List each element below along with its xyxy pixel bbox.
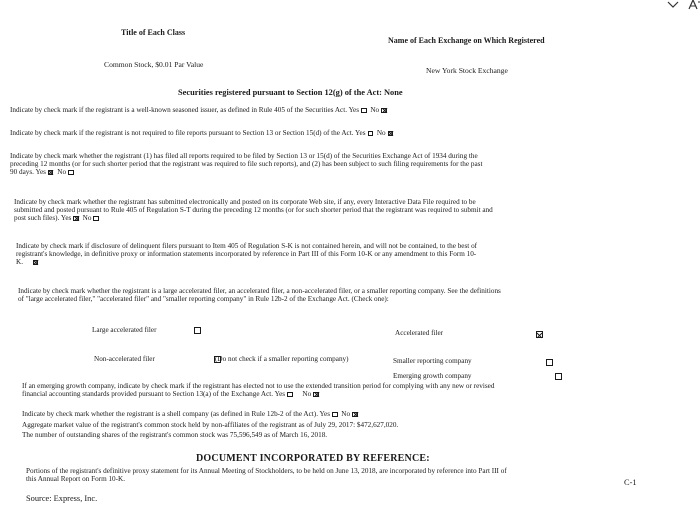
- no-label: No: [302, 390, 312, 398]
- yes-label: Yes: [60, 214, 72, 222]
- shell-no-checkbox[interactable]: [352, 412, 358, 418]
- question-text: financial accounting standards provided pursuant to Section 13(a) of the Exchange Act.: [22, 390, 274, 398]
- interactive-no-checkbox[interactable]: [93, 216, 99, 222]
- question-interactive-line3: [14, 214, 101, 222]
- emerging-growth-company-checkbox[interactable]: [555, 373, 562, 380]
- question-filed-reports-line3: [10, 168, 76, 176]
- doc-incorporated-line1: Portions of the registrant's definitive proxy statement for its Annual Meeting of Stockholders, to be held on June 13, 2018, are incorporated by reference into Part III of: [26, 467, 507, 475]
- chevron-down-icon[interactable]: [668, 2, 678, 7]
- outstanding-shares: The number of outstanding shares of the registrant's common stock was 75,596,549 as of March 16, 2018.: [22, 431, 328, 439]
- large-accelerated-filer-checkbox[interactable]: [194, 327, 201, 334]
- question-text: Indicate by check mark if the registrant is a well-known seasoned issuer, as defined in Rule 405 of the Securities Act.: [10, 106, 348, 114]
- question-delinquent-line1: Indicate by check mark if disclosure of delinquent filers pursuant to Item 405 of Regulation S-K is not contained herein, and will not be contained, to the best of: [16, 242, 478, 250]
- no-label: No: [82, 214, 92, 222]
- accelerated-filer-label: Accelerated filer: [395, 329, 444, 337]
- table-header-title-class: Title of Each Class: [121, 28, 186, 37]
- question-filed-reports-line2: preceding 12 months (or for such shorter period that the registrant was required to file such reports), and (2) has been subject to such filing requirements for the past: [10, 160, 483, 168]
- no-label: No: [370, 106, 380, 114]
- question-text: 90 days.: [10, 168, 34, 176]
- emerging-election-yes-checkbox[interactable]: [287, 392, 293, 398]
- interactive-yes-checkbox[interactable]: [73, 216, 79, 222]
- question-filed-reports-line1: Indicate by check mark whether the registrant (1) has filed all reports required to be filed by Section 13 or 15(d) of the Securities Exchange Act of 1934 during the: [10, 152, 478, 160]
- section-12g-heading: Securities registered pursuant to Section 12(g) of the Act: None: [178, 88, 403, 97]
- accelerated-filer-checkbox[interactable]: [536, 331, 543, 338]
- non-accelerated-note: (Do not check if a smaller reporting company): [215, 355, 349, 363]
- table-header-exchange: Name of Each Exchange on Which Registered: [388, 36, 545, 45]
- question-filer-type-line2: of "large accelerated filer," "accelerated filer" and "smaller reporting company" in Rule 12b-2 of the Exchange Act. (Check one):: [18, 295, 389, 303]
- no-label: No: [341, 410, 351, 418]
- not-required-yes-checkbox[interactable]: [368, 131, 374, 137]
- smaller-reporting-company-checkbox[interactable]: [546, 359, 553, 366]
- page-number: C-1: [624, 478, 637, 487]
- question-text: post such files).: [14, 214, 60, 222]
- question-text: Indicate by check mark whether the registrant is a shell company (as defined in Rule 12b-2 of the Act).: [22, 410, 318, 418]
- question-interactive-line2: submitted and posted pursuant to Rule 405 of Regulation S-T during the preceding 12 months (or for such shorter period that the registrant was required to submit and: [14, 206, 493, 214]
- filed-reports-no-checkbox[interactable]: [68, 170, 74, 176]
- source-credit: Source: Express, Inc.: [26, 494, 98, 503]
- large-accelerated-filer-label: Large accelerated filer: [92, 326, 157, 334]
- filed-reports-yes-checkbox[interactable]: [48, 170, 54, 176]
- question-delinquent-line2: registrant's knowledge, in definitive proxy or information statements incorporated by reference in Part III of this Form 10-K or any amendment to this Form 10-: [16, 250, 477, 258]
- question-text: Indicate by check mark if the registrant is not required to file reports pursuant to Section 13 or Section 15(d) of the Act.: [10, 129, 354, 137]
- not-required-no-checkbox[interactable]: [388, 131, 394, 137]
- text-size-icon[interactable]: [689, 0, 700, 9]
- question-not-required: [10, 129, 395, 137]
- question-emerging-line2: [22, 390, 321, 398]
- delinquent-checkbox[interactable]: [33, 260, 39, 266]
- security-class: Common Stock, $0.01 Par Value: [104, 60, 204, 69]
- question-emerging-line1: If an emerging growth company, indicate by check mark if the registrant has elected not to use the extended transition period for complying with any new or revised: [22, 382, 495, 390]
- question-wksi: [10, 106, 389, 114]
- no-label: No: [57, 168, 67, 176]
- question-shell: [22, 410, 360, 418]
- question-filer-type-line1: Indicate by check mark whether the registrant is a large accelerated filer, an accelerated filer, a non-accelerated filer, or a smaller reporting company. See the definitions: [18, 287, 501, 295]
- shell-yes-checkbox[interactable]: [332, 412, 338, 418]
- yes-label: Yes: [274, 390, 286, 398]
- question-text: K.: [16, 258, 23, 266]
- emerging-election-no-checkbox[interactable]: [313, 392, 319, 398]
- question-delinquent-line3: [16, 258, 40, 266]
- question-interactive-line1: Indicate by check mark whether the registrant has submitted electronically and posted on its corporate Web site, if any, every Interactive Data File required to be: [14, 198, 476, 206]
- emerging-growth-company-label: Emerging growth company: [393, 372, 472, 380]
- doc-incorporated-line2: this Annual Report on Form 10-K.: [26, 475, 126, 483]
- yes-label: Yes: [348, 106, 360, 114]
- smaller-reporting-company-label: Smaller reporting company: [393, 357, 472, 365]
- wksi-yes-checkbox[interactable]: [361, 108, 367, 114]
- wksi-no-checkbox[interactable]: [381, 108, 387, 114]
- yes-label: Yes: [355, 129, 366, 137]
- aggregate-market-value: Aggregate market value of the registrant's common stock held by non-affiliates of the registrant as of July 29, 2017: $472,627,020.: [22, 421, 399, 429]
- exchange-name: New York Stock Exchange: [426, 66, 508, 75]
- non-accelerated-filer-label: Non-accelerated filer: [94, 355, 155, 363]
- yes-label: Yes: [35, 168, 46, 176]
- no-label: No: [376, 129, 386, 137]
- doc-incorporated-heading: DOCUMENT INCORPORATED BY REFERENCE:: [196, 453, 430, 464]
- yes-label: Yes: [319, 410, 330, 418]
- window-controls[interactable]: [640, 0, 700, 14]
